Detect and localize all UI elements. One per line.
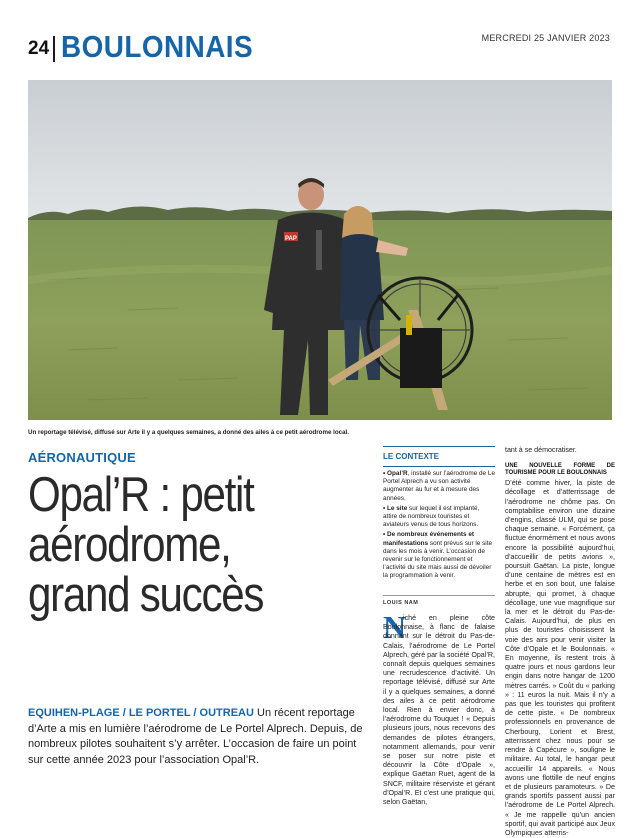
suit-badge: PAP xyxy=(285,236,297,242)
body-text: D’été comme hiver, la piste de décollage et d’atterrissage de l’aérodrome ne chôme pas. On comptabilise environ une dizaine d’engins, classé ULM, qui se pose chaque semaine. « Forcément, ça fluctue énormément et nous avons encore la possibilité aujourd’hui, d’accueillir de petits avions », poursuit Gaëtan. La piste, longue d’une centaine de mètres est en herbe et en son bout, une falaise abrupte, qui promet, à chaque décollage, une vue magnifique sur la mer et le détroit du Pas-de-Calais. Aujourd’hui, de plus en plus de touristes choisissent la voie des airs pour venir visiter la Côte d’Opale et le Boulonnais. « En moyenne, ils restent trois à quatre jours et nous gardons leur engin dans notre hangar de 1200 mètres carrés. » Coût du « parking » : 11 euros la nuit. Mais il n’y a pas que les touristes qui profitent de cette piste. « De nombreux professionnels en provenance de Cherbourg, Lorient et Brest, atterrissent chez nous pour se rendre à Capécure », souligne le militaire. Au total, le hangar peut accueillir 14 appareils. « Nous avons une flottille de neuf engins et de plusieurs paramoteurs. » De grands sportifs passent aussi par l’aérodrome de Le Portel Alprech. « Je me rappelle qu’un ancien sportif, qui avait participé aux Jeux Olympiques atterris- xyxy=(505,479,615,837)
drop-cap: N xyxy=(383,609,407,645)
photo-caption: Un reportage télévisé, diffusé sur Arte il y a quelques semaines, a donné des ailes à ce petit aérodrome local. xyxy=(28,429,349,436)
header-divider xyxy=(53,36,55,62)
context-title-rule xyxy=(383,466,495,467)
context-title: LE CONTEXTE xyxy=(383,452,440,461)
article-photo xyxy=(28,80,612,420)
lead-text: Un récent reportage d’Arte a mis en lumière l’aérodrome de Le Portel Alprech. Depuis, de nombreux pilotes souhaitent s’y arrêter. L’occasion de faire un point sur cette année 2023 pour l’association Opal’R. xyxy=(28,707,363,766)
byline-rule xyxy=(383,595,495,596)
context-top-rule xyxy=(383,446,495,447)
body-continuation: tant à se démocratiser. xyxy=(505,446,577,454)
article-headline: Opal’R : petit aérodrome, grand succès xyxy=(28,468,264,622)
byline: LOUIS NAM xyxy=(383,600,419,606)
context-item: • Le site sur lequel il est implanté, attire de nombreux touristes et aviateurs venus de tous horizons. xyxy=(383,504,480,529)
body-column-2: iché en pleine côte Boulonnaise, à flanc de falaise donnant sur le détroit du Pas-de-Calais, l’aérodrome de Le Portel Alprech, géré par la société Opal’R, connaît depuis quelques semaines une recrudescence d’activité. Un reportage télévisé, diffusé sur Arte il y a quelques semaines, a donné des ailes à ce petit aérodrome local. Rien à envier donc, à l’aérodrome du Touquet ! « Depuis plusieurs jours, nous recevons des demandes de pilotes étrangers, notamment allemands, pour venir se poser sur notre piste et découvrir la Côte d’Opale », explique Gaëtan Ruet, agent de la SNCF, militaire réserviste et gérant d’Opal’R. Et c’est une pratique qui, selon Gaëtan, xyxy=(383,614,495,807)
context-item: • De nombreux événements et manifestations sont prévus sur le site dans les mois à venir. L’occasion de revenir sur le fonctionnement et l’activité du site mais aussi de dévoiler la programmation à venir. xyxy=(383,531,493,580)
body-column-3 xyxy=(505,446,615,838)
section-title: BOULONNAIS xyxy=(61,29,254,64)
context-body xyxy=(383,470,495,583)
article-kicker: AÉRONAUTIQUE xyxy=(28,450,136,465)
context-item: • Opal’R, installé sur l’aérodrome de Le Portel Alprech a vu son activité augmenter au fur et à mesure des années. xyxy=(383,470,495,502)
lead-location: EQUIHEN-PLAGE / LE PORTEL / OUTREAU xyxy=(28,707,254,719)
page-number: 24 xyxy=(28,38,50,59)
publication-date: MERCREDI 25 JANVIER 2023 xyxy=(481,33,610,43)
article-lead xyxy=(28,706,363,768)
body-subheading: UNE NOUVELLE FORME DE TOURISME POUR LE BOULONNAIS xyxy=(505,463,615,477)
